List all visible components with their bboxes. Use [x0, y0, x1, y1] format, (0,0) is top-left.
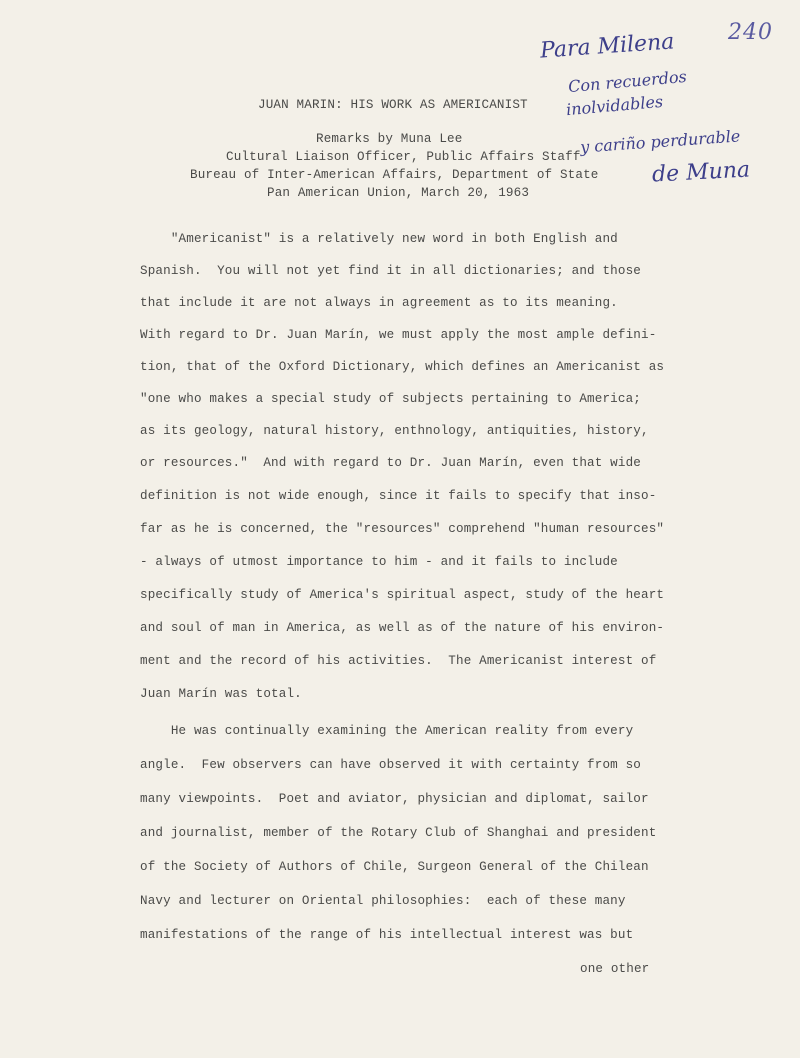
- body-line: Spanish. You will not yet find it in all dictionaries; and those: [140, 264, 641, 278]
- body-line: "one who makes a special study of subjects pertaining to America;: [140, 392, 641, 406]
- header-venue-date: Pan American Union, March 20, 1963: [267, 186, 530, 200]
- body-line: Navy and lecturer on Oriental philosophies: each of these many: [140, 894, 626, 908]
- body-line: and soul of man in America, as well as of the nature of his environ-: [140, 621, 665, 635]
- handwritten-dedication-line-1: Para Milena: [539, 29, 676, 64]
- header-bureau: Bureau of Inter-American Affairs, Department of State: [190, 168, 599, 182]
- handwritten-dedication-line-2: Con recuerdos: [567, 66, 688, 97]
- body-line: specifically study of America's spiritual aspect, study of the heart: [140, 588, 665, 602]
- body-line: Juan Marín was total.: [140, 687, 302, 701]
- body-line: or resources." And with regard to Dr. Juan Marín, even that wide: [140, 456, 641, 470]
- body-line: - always of utmost importance to him - and it fails to include: [140, 555, 618, 569]
- handwritten-dedication-line-4: y cariño perdurable: [579, 126, 741, 157]
- body-line: With regard to Dr. Juan Marín, we must apply the most ample defini-: [140, 328, 657, 342]
- header-speaker: Remarks by Muna Lee: [316, 132, 463, 146]
- header-position: Cultural Liaison Officer, Public Affairs Staff: [226, 150, 581, 164]
- handwritten-dedication-line-3: inolvidables: [565, 91, 664, 120]
- body-line: as its geology, natural history, enthnology, antiquities, history,: [140, 424, 649, 438]
- body-line: He was continually examining the American reality from every: [140, 724, 634, 738]
- body-line: many viewpoints. Poet and aviator, physician and diplomat, sailor: [140, 792, 649, 806]
- body-line: and journalist, member of the Rotary Club of Shanghai and president: [140, 826, 657, 840]
- document-title: JUAN MARIN: HIS WORK AS AMERICANIST: [258, 98, 528, 112]
- body-line: angle. Few observers can have observed it with certainty from so: [140, 758, 641, 772]
- handwritten-signature: de Muna: [651, 157, 751, 188]
- body-line: ment and the record of his activities. The Americanist interest of: [140, 654, 657, 668]
- body-line: tion, that of the Oxford Dictionary, which defines an Americanist as: [140, 360, 665, 374]
- body-line: "Americanist" is a relatively new word in both English and: [140, 232, 618, 246]
- body-line: definition is not wide enough, since it fails to specify that inso-: [140, 489, 657, 503]
- body-line: that include it are not always in agreement as to its meaning.: [140, 296, 618, 310]
- body-line: far as he is concerned, the "resources" comprehend "human resources": [140, 522, 665, 536]
- catchword: one other: [580, 962, 650, 976]
- body-line: manifestations of the range of his intellectual interest was but: [140, 928, 634, 942]
- page-number: 240: [728, 20, 773, 45]
- body-line: of the Society of Authors of Chile, Surgeon General of the Chilean: [140, 860, 649, 874]
